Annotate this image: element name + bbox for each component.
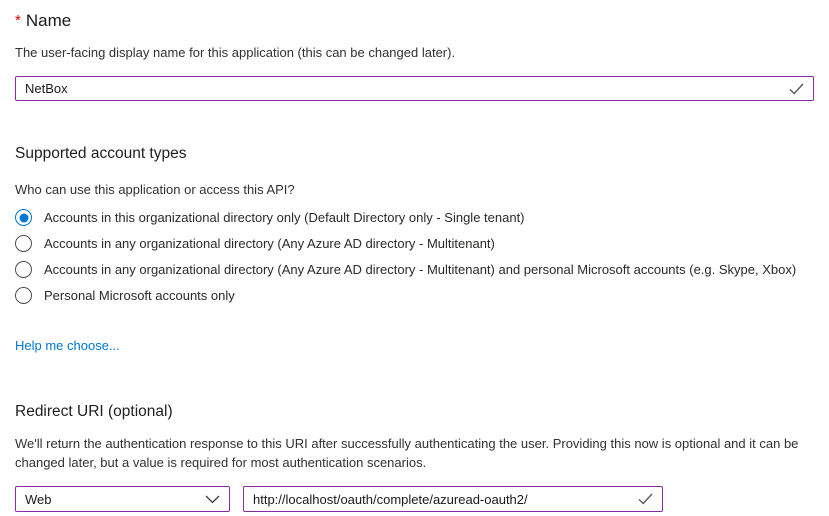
account-types-radio-group	[15, 209, 814, 304]
radio-button-icon[interactable]	[15, 209, 32, 226]
redirect-uri-title: Redirect URI (optional)	[15, 403, 173, 420]
help-me-choose-link[interactable]: Help me choose...	[15, 338, 120, 353]
redirect-uri-input[interactable]	[243, 486, 663, 512]
redirect-uri-row	[15, 486, 814, 512]
redirect-uri-description-line1: We'll return the authentication response to this URI after successfully authenticating the user. Providing this now is optional and it can be	[15, 436, 799, 451]
radio-option-single-tenant[interactable]	[15, 209, 814, 226]
radio-option-multitenant-personal[interactable]	[15, 261, 814, 278]
required-asterisk: *	[15, 12, 21, 29]
radio-button-icon[interactable]	[15, 261, 32, 278]
name-field-description: The user-facing display name for this application (this can be changed later).	[15, 45, 456, 60]
radio-button-icon[interactable]	[15, 235, 32, 252]
redirect-uri-description-line2: changed later, but a value is required for most authentication scenarios.	[15, 455, 427, 470]
checkmark-icon	[789, 83, 804, 95]
radio-option-label: Accounts in this organizational directory only (Default Directory only - Single tenant)	[44, 210, 525, 225]
radio-option-label: Accounts in any organizational directory (Any Azure AD directory - Multitenant) and personal Microsoft accounts (e.g. Skype, Xbox)	[44, 262, 797, 277]
name-label-text: Name	[25, 11, 72, 30]
chevron-down-icon	[205, 495, 220, 504]
name-input[interactable]	[15, 76, 814, 101]
supported-account-types-title: Supported account types	[15, 145, 187, 162]
radio-button-icon[interactable]	[15, 287, 32, 304]
radio-option-multitenant[interactable]	[15, 235, 814, 252]
name-field-label	[15, 11, 814, 32]
platform-select-value: Web	[25, 491, 52, 507]
checkmark-icon	[638, 493, 653, 505]
account-types-question: Who can use this application or access this API?	[15, 182, 295, 197]
name-input-value: NetBox	[25, 81, 68, 96]
radio-option-personal-only[interactable]	[15, 287, 814, 304]
redirect-uri-description	[15, 434, 814, 472]
radio-option-label: Accounts in any organizational directory (Any Azure AD directory - Multitenant)	[44, 236, 495, 251]
redirect-uri-input-value: http://localhost/oauth/complete/azuread-oauth2/	[253, 491, 528, 507]
radio-option-label: Personal Microsoft accounts only	[44, 288, 235, 303]
platform-select[interactable]	[15, 486, 230, 512]
